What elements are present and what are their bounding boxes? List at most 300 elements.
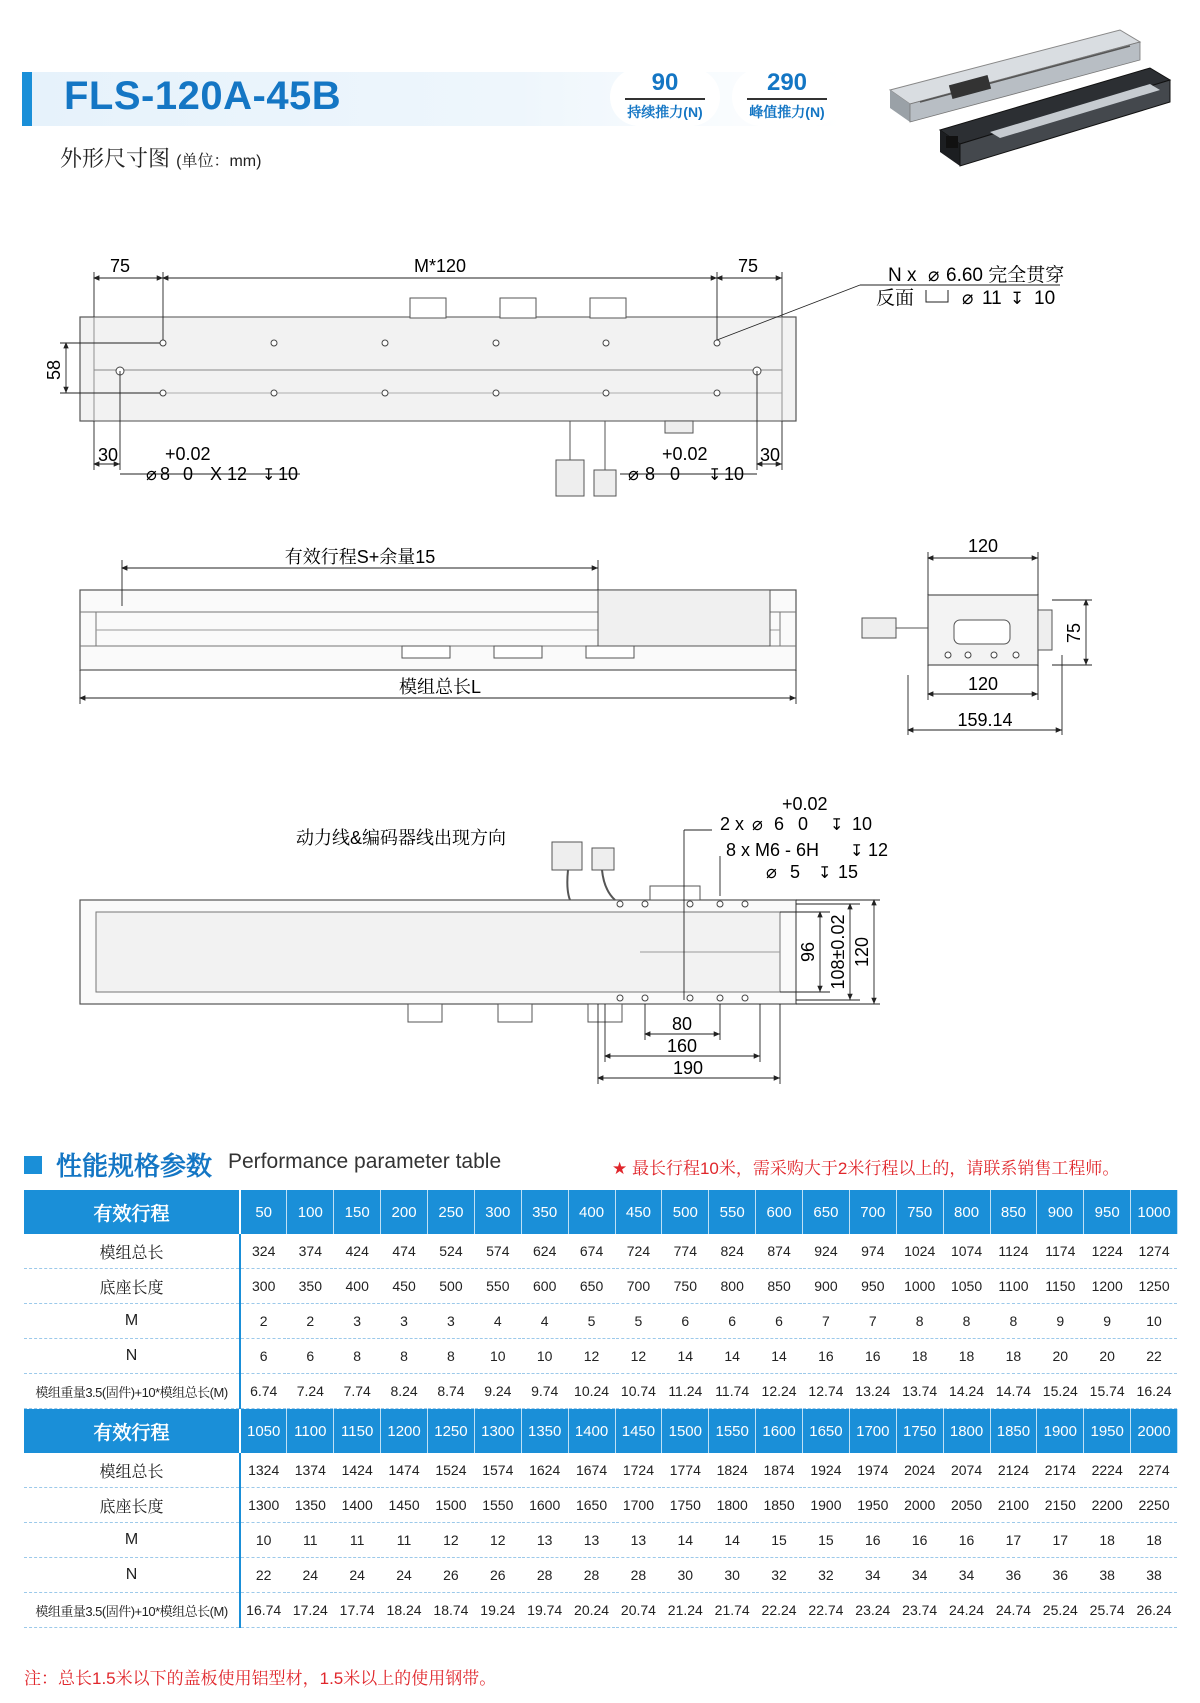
table-cell: 374: [287, 1234, 334, 1269]
table-cell: 1324: [240, 1453, 287, 1488]
table-cell: 724: [615, 1234, 662, 1269]
row-label: 有效行程: [24, 1409, 240, 1454]
table-cell: 26.24: [1131, 1593, 1178, 1628]
table-cell: 9: [1084, 1304, 1131, 1339]
table-cell: 600: [521, 1269, 568, 1304]
table-cell: 24.24: [943, 1593, 990, 1628]
pin-right-a: 8: [645, 464, 656, 484]
table-cell: 22: [1131, 1339, 1178, 1374]
table-cell: 200: [381, 1190, 428, 1234]
table-cell: 17.24: [287, 1593, 334, 1628]
table-cell: 450: [381, 1269, 428, 1304]
table-cell: 350: [521, 1190, 568, 1234]
continuous-force-value: 90: [625, 68, 705, 100]
table-cell: 18: [896, 1339, 943, 1374]
table-cell: 16: [803, 1339, 850, 1374]
table-cell: 10: [521, 1339, 568, 1374]
table-cell: 150: [334, 1190, 381, 1234]
table-cell: 16: [849, 1339, 896, 1374]
performance-title-en: Performance parameter table: [228, 1150, 502, 1173]
table-cell: 1200: [381, 1409, 428, 1454]
hole-note-2c: 10: [1034, 288, 1056, 309]
table-cell: 1024: [896, 1234, 943, 1269]
table-cell: 1850: [756, 1488, 803, 1523]
table-row: [24, 1593, 1178, 1628]
table-cell: 16: [849, 1523, 896, 1558]
table-cell: 15: [803, 1523, 850, 1558]
dim-58: 58: [44, 359, 64, 381]
table-cell: 8: [943, 1304, 990, 1339]
table-cell: 7.24: [287, 1374, 334, 1409]
table-cell: 1100: [287, 1409, 334, 1454]
table-cell: 20: [1037, 1339, 1084, 1374]
table-cell: 12.24: [756, 1374, 803, 1409]
table-cell: 36: [1037, 1558, 1084, 1593]
table-cell: 1374: [287, 1453, 334, 1488]
table-cell: 8.74: [428, 1374, 475, 1409]
row-label: M: [24, 1523, 240, 1558]
dim-108: 108±0.02: [828, 914, 848, 990]
table-cell: 8: [990, 1304, 1037, 1339]
table-cell: 800: [709, 1269, 756, 1304]
row-label: 模组重量3.5(固件)+10*模组总长(M): [24, 1374, 240, 1409]
table-cell: 23.74: [896, 1593, 943, 1628]
table-cell: 14: [709, 1339, 756, 1374]
table-cell: 9.24: [474, 1374, 521, 1409]
table-cell: 26: [428, 1558, 475, 1593]
footer-note: 注：总长1.5米以下的盖板使用铝型材，1.5米以上的使用钢带。: [24, 1669, 497, 1688]
end-view: [862, 536, 1092, 735]
table-cell: 1300: [474, 1409, 521, 1454]
table-row: [24, 1453, 1178, 1488]
table-cell: 700: [615, 1269, 662, 1304]
pin-right-tol: +0.02: [662, 444, 708, 464]
pin-tol: +0.02: [782, 794, 828, 814]
table-cell: 450: [615, 1190, 662, 1234]
dim-30-left: 30: [97, 445, 119, 465]
table-cell: 1450: [381, 1488, 428, 1523]
table-cell: 1400: [568, 1409, 615, 1454]
table-cell: 1950: [849, 1488, 896, 1523]
top-view: [44, 256, 1064, 496]
table-cell: 1600: [521, 1488, 568, 1523]
table-cell: 19.24: [474, 1593, 521, 1628]
table-cell: 22.24: [756, 1593, 803, 1628]
table-cell: 32: [756, 1558, 803, 1593]
subtitle-text: 外形尺寸图: [60, 146, 171, 171]
table-cell: 1700: [849, 1409, 896, 1454]
table-cell: 1150: [1037, 1269, 1084, 1304]
table-cell: 1174: [1037, 1234, 1084, 1269]
table-cell: 21.24: [662, 1593, 709, 1628]
row-label: 模组总长: [24, 1453, 240, 1488]
table-cell: 9.74: [521, 1374, 568, 1409]
table-cell: 4: [521, 1304, 568, 1339]
table-cell: 1224: [1084, 1234, 1131, 1269]
table-cell: 3: [381, 1304, 428, 1339]
hole-note-2b: 11: [982, 288, 1002, 309]
table-cell: 25.24: [1037, 1593, 1084, 1628]
table-cell: 1274: [1131, 1234, 1178, 1269]
table-cell: 9: [1037, 1304, 1084, 1339]
dim-120-bot: 120: [967, 674, 999, 694]
stroke-label: 有效行程S+余量15: [284, 547, 436, 567]
table-cell: 424: [334, 1234, 381, 1269]
table-cell: 10: [474, 1339, 521, 1374]
table-cell: 1000: [896, 1269, 943, 1304]
table-cell: 1550: [474, 1488, 521, 1523]
dim-top-left: 75: [109, 256, 131, 276]
table-cell: 12: [568, 1339, 615, 1374]
table-cell: 15.74: [1084, 1374, 1131, 1409]
table-cell: 18: [1131, 1523, 1178, 1558]
thread-dia: 5: [790, 862, 801, 882]
depth-icon: ↧: [262, 467, 276, 484]
table-cell: 11: [381, 1523, 428, 1558]
table-cell: 950: [1084, 1190, 1131, 1234]
pin-left-a: 8: [160, 464, 171, 484]
table-cell: 1574: [474, 1453, 521, 1488]
table-row: [24, 1374, 1178, 1409]
table-cell: 1650: [803, 1409, 850, 1454]
table-cell: 1524: [428, 1453, 475, 1488]
table-cell: 774: [662, 1234, 709, 1269]
unit-text: (单位：mm): [176, 153, 262, 170]
table-cell: 400: [334, 1269, 381, 1304]
performance-title-cn: 性能规格参数: [56, 1151, 213, 1181]
pin-right-b: 0: [670, 464, 681, 484]
table-cell: 19.74: [521, 1593, 568, 1628]
table-cell: 1424: [334, 1453, 381, 1488]
table-cell: 8: [381, 1339, 428, 1374]
table-cell: 20: [1084, 1339, 1131, 1374]
depth-icon: ↧: [818, 865, 832, 882]
table-cell: 5: [568, 1304, 615, 1339]
table-cell: 15: [756, 1523, 803, 1558]
depth-icon: ↧: [850, 843, 864, 860]
table-cell: 1774: [662, 1453, 709, 1488]
end-connector: [862, 618, 896, 638]
pin-count: 2 x: [720, 814, 745, 834]
table-cell: 2224: [1084, 1453, 1131, 1488]
dim-75: 75: [1064, 622, 1084, 644]
dim-190: 190: [672, 1058, 704, 1078]
dim-120-side: 120: [852, 936, 872, 968]
table-cell: 750: [896, 1190, 943, 1234]
pin-depth: 10: [852, 814, 873, 834]
table-cell: 1050: [943, 1269, 990, 1304]
table-cell: 10.24: [568, 1374, 615, 1409]
row-label: 底座长度: [24, 1269, 240, 1304]
table-cell: 22.74: [803, 1593, 850, 1628]
table-row: [24, 1558, 1178, 1593]
table-cell: 7: [849, 1304, 896, 1339]
table-cell: 15.24: [1037, 1374, 1084, 1409]
table-row: [24, 1269, 1178, 1304]
table-cell: 574: [474, 1234, 521, 1269]
row-label: N: [24, 1558, 240, 1593]
depth-icon: ↧: [1010, 289, 1025, 308]
table-cell: 2174: [1037, 1453, 1084, 1488]
table-cell: 8.24: [381, 1374, 428, 1409]
table-cell: 12: [428, 1523, 475, 1558]
pin-left-d: 10: [278, 464, 299, 484]
pin-left-b: 0: [183, 464, 194, 484]
table-cell: 1924: [803, 1453, 850, 1488]
table-cell: 10: [1131, 1304, 1178, 1339]
table-cell: 14.74: [990, 1374, 1037, 1409]
table-cell: 100: [287, 1190, 334, 1234]
table-cell: 550: [474, 1269, 521, 1304]
table-cell: 1500: [428, 1488, 475, 1523]
table-cell: 1850: [990, 1409, 1037, 1454]
hole-note-1: N x: [888, 265, 917, 286]
table-cell: 2050: [943, 1488, 990, 1523]
dim-120-top: 120: [967, 536, 999, 556]
table-cell: 30: [709, 1558, 756, 1593]
table-cell: 800: [943, 1190, 990, 1234]
table-cell: 700: [849, 1190, 896, 1234]
table-cell: 974: [849, 1234, 896, 1269]
table-cell: 6: [756, 1304, 803, 1339]
table-cell: 874: [756, 1234, 803, 1269]
table-row: [24, 1409, 1178, 1454]
table-cell: 12: [474, 1523, 521, 1558]
table-cell: 8: [896, 1304, 943, 1339]
table-cell: 16.74: [240, 1593, 287, 1628]
table-cell: 2: [287, 1304, 334, 1339]
table-cell: 550: [709, 1190, 756, 1234]
table-cell: 7.74: [334, 1374, 381, 1409]
counterbore-icon: [926, 290, 948, 302]
table-cell: 950: [849, 1269, 896, 1304]
peak-force-label: 峰值推力(N): [749, 104, 825, 120]
table-cell: 6.74: [240, 1374, 287, 1409]
table-cell: 13: [521, 1523, 568, 1558]
table-cell: 324: [240, 1234, 287, 1269]
table-cell: 12.74: [803, 1374, 850, 1409]
table-cell: 11.74: [709, 1374, 756, 1409]
table-cell: 1200: [1084, 1269, 1131, 1304]
dim-96: 96: [798, 941, 818, 963]
table-cell: 32: [803, 1558, 850, 1593]
table-cell: 600: [756, 1190, 803, 1234]
table-cell: 2024: [896, 1453, 943, 1488]
table-cell: 1800: [709, 1488, 756, 1523]
table-cell: 6: [662, 1304, 709, 1339]
dim-30-right: 30: [759, 445, 781, 465]
performance-table: [24, 1190, 1178, 1628]
table-cell: 650: [803, 1190, 850, 1234]
table-cell: 26: [474, 1558, 521, 1593]
table-cell: 1074: [943, 1234, 990, 1269]
table-cell: 18.24: [381, 1593, 428, 1628]
pin-left-c: X 12: [210, 464, 248, 484]
table-cell: 6: [240, 1339, 287, 1374]
table-cell: 16: [943, 1523, 990, 1558]
table-cell: 1874: [756, 1453, 803, 1488]
table-cell: 1800: [943, 1409, 990, 1454]
table-cell: 2074: [943, 1453, 990, 1488]
table-cell: 3: [428, 1304, 475, 1339]
table-cell: 300: [240, 1269, 287, 1304]
table-row: [24, 1488, 1178, 1523]
table-cell: 1100: [990, 1269, 1037, 1304]
table-cell: 2150: [1037, 1488, 1084, 1523]
row-label: M: [24, 1304, 240, 1339]
row-label: 底座长度: [24, 1488, 240, 1523]
table-cell: 2000: [1131, 1409, 1178, 1454]
peak-force-value: 290: [747, 68, 827, 100]
table-cell: 13: [568, 1523, 615, 1558]
dim-top-mid: M*120: [413, 256, 467, 276]
table-cell: 1550: [709, 1409, 756, 1454]
total-length-label: 模组总长L: [398, 677, 482, 697]
table-cell: 300: [474, 1190, 521, 1234]
table-cell: 50: [240, 1190, 287, 1234]
table-cell: 22: [240, 1558, 287, 1593]
table-cell: 474: [381, 1234, 428, 1269]
table-cell: 18.74: [428, 1593, 475, 1628]
table-cell: 34: [943, 1558, 990, 1593]
table-cell: 1474: [381, 1453, 428, 1488]
table-cell: 2: [240, 1304, 287, 1339]
table-cell: 28: [568, 1558, 615, 1593]
thread-spec: 8 x M6 - 6H: [726, 840, 820, 860]
table-cell: 1250: [1131, 1269, 1178, 1304]
table-cell: 1150: [334, 1409, 381, 1454]
table-cell: 1724: [615, 1453, 662, 1488]
table-cell: 2274: [1131, 1453, 1178, 1488]
table-cell: 14: [709, 1523, 756, 1558]
cable-direction-label: 动力线&编码器线出现方向: [296, 828, 507, 848]
table-cell: 400: [568, 1190, 615, 1234]
table-cell: 5: [615, 1304, 662, 1339]
table-cell: 13: [615, 1523, 662, 1558]
depth-icon: ↧: [830, 817, 844, 834]
table-cell: 38: [1084, 1558, 1131, 1593]
diameter-icon: ⌀: [628, 464, 639, 484]
table-cell: 1900: [803, 1488, 850, 1523]
table-cell: 750: [662, 1269, 709, 1304]
table-cell: 16.24: [1131, 1374, 1178, 1409]
dim-159: 159.14: [957, 710, 1013, 730]
table-cell: 8: [428, 1339, 475, 1374]
table-row: [24, 1339, 1178, 1374]
table-cell: 674: [568, 1234, 615, 1269]
table-cell: 21.74: [709, 1593, 756, 1628]
table-row: [24, 1304, 1178, 1339]
table-cell: 824: [709, 1234, 756, 1269]
table-cell: 3: [334, 1304, 381, 1339]
table-cell: 1624: [521, 1453, 568, 1488]
table-cell: 38: [1131, 1558, 1178, 1593]
table-cell: 1000: [1131, 1190, 1178, 1234]
table-cell: 1700: [615, 1488, 662, 1523]
table-cell: 1400: [334, 1488, 381, 1523]
table-cell: 18: [1084, 1523, 1131, 1558]
table-cell: 18: [990, 1339, 1037, 1374]
table-cell: 1124: [990, 1234, 1037, 1269]
side-view: [80, 547, 796, 704]
table-cell: 1600: [756, 1409, 803, 1454]
dim-80: 80: [671, 1014, 693, 1034]
table-cell: 924: [803, 1234, 850, 1269]
table-cell: 13.24: [849, 1374, 896, 1409]
pin-right-d: 10: [724, 464, 745, 484]
table-cell: 14: [662, 1339, 709, 1374]
table-cell: 10.74: [615, 1374, 662, 1409]
table-cell: 1650: [568, 1488, 615, 1523]
table-cell: 13.74: [896, 1374, 943, 1409]
table-cell: 2200: [1084, 1488, 1131, 1523]
table-cell: 500: [428, 1269, 475, 1304]
table-cell: 4: [474, 1304, 521, 1339]
dim-160: 160: [666, 1036, 698, 1056]
table-cell: 17: [990, 1523, 1037, 1558]
table-cell: 624: [521, 1234, 568, 1269]
table-cell: 17: [1037, 1523, 1084, 1558]
table-cell: 1674: [568, 1453, 615, 1488]
table-cell: 11.24: [662, 1374, 709, 1409]
pin-zero: 0: [798, 814, 809, 834]
table-cell: 8: [334, 1339, 381, 1374]
table-cell: 900: [1037, 1190, 1084, 1234]
table-cell: 1824: [709, 1453, 756, 1488]
table-cell: 2250: [1131, 1488, 1178, 1523]
table-cell: 350: [287, 1269, 334, 1304]
bottom-view: [80, 794, 888, 1084]
table-cell: 16: [896, 1523, 943, 1558]
table-cell: 24: [334, 1558, 381, 1593]
diameter-icon: ⌀: [146, 464, 157, 484]
table-cell: 34: [896, 1558, 943, 1593]
table-cell: 1350: [287, 1488, 334, 1523]
section-marker: [24, 1156, 42, 1174]
thread-depth: 12: [868, 840, 889, 860]
table-cell: 14: [756, 1339, 803, 1374]
table-cell: 1974: [849, 1453, 896, 1488]
table-cell: 1300: [240, 1488, 287, 1523]
table-cell: 1900: [1037, 1409, 1084, 1454]
table-cell: 2124: [990, 1453, 1037, 1488]
table-cell: 1350: [521, 1409, 568, 1454]
table-cell: 250: [428, 1190, 475, 1234]
table-cell: 17.74: [334, 1593, 381, 1628]
table-cell: 14: [662, 1523, 709, 1558]
table-cell: 28: [615, 1558, 662, 1593]
table-cell: 18: [943, 1339, 990, 1374]
table-cell: 20.74: [615, 1593, 662, 1628]
table-row: [24, 1523, 1178, 1558]
table-cell: 650: [568, 1269, 615, 1304]
table-cell: 30: [662, 1558, 709, 1593]
table-cell: 36: [990, 1558, 1037, 1593]
table-cell: 1750: [662, 1488, 709, 1523]
diameter-icon: ⌀: [752, 814, 763, 834]
pin-dia: 6: [774, 814, 785, 834]
table-cell: 25.74: [1084, 1593, 1131, 1628]
table-cell: 28: [521, 1558, 568, 1593]
table-cell: 524: [428, 1234, 475, 1269]
row-label: N: [24, 1339, 240, 1374]
table-cell: 1500: [662, 1409, 709, 1454]
continuous-force-label: 持续推力(N): [627, 104, 703, 120]
table-cell: 1450: [615, 1409, 662, 1454]
hole-note-2: 反面: [876, 288, 915, 309]
table-cell: 34: [849, 1558, 896, 1593]
table-cell: 23.24: [849, 1593, 896, 1628]
